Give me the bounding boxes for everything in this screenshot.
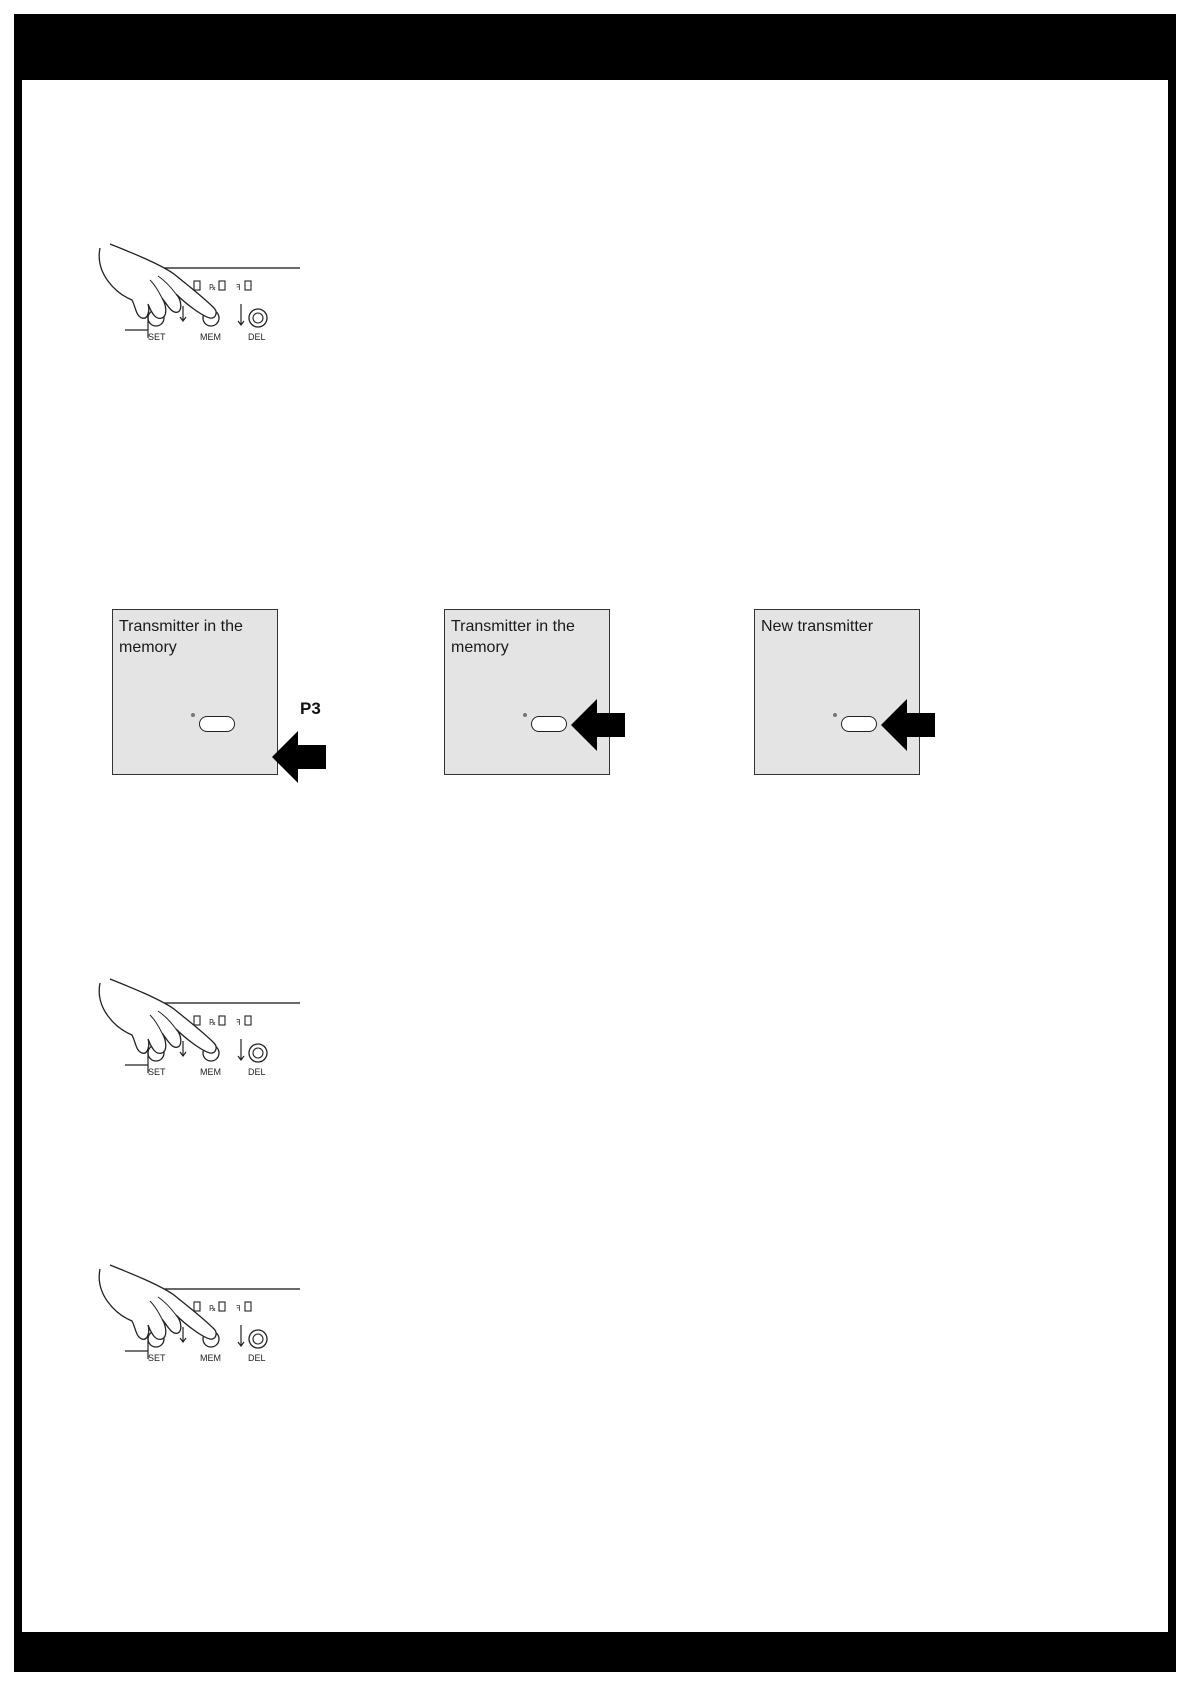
led-indicator-icon [523,713,527,717]
arrow-left-icon [272,731,326,783]
hand-pressing-button-icon [90,983,290,1103]
hand-press-mem-figure-3 [90,1269,290,1389]
transmitter-label: Transmitter in the memory [119,618,243,656]
transmitter-button-icon [841,716,877,732]
arrow-left-icon [881,699,935,751]
hand-pressing-button-icon [90,248,290,368]
arrow-left-icon [571,699,625,751]
transmitter-label: Transmitter in the memory [451,618,575,656]
hand-pressing-button-icon [90,1269,290,1389]
transmitter-button-icon [199,716,235,732]
transmitter-button-icon [531,716,567,732]
svg-text:℞: ℞ [209,1018,217,1027]
led-indicator-icon [833,713,837,717]
svg-text:ꟻ: ꟻ [236,1304,241,1313]
hand-press-mem-figure-2 [90,983,290,1103]
svg-text:℞: ℞ [209,1304,217,1313]
set-label: SET [148,1353,166,1363]
mem-label: MEM [200,332,221,342]
svg-text:ꟻ: ꟻ [236,1018,241,1027]
svg-text:℞: ℞ [209,283,217,292]
del-label: DEL [248,332,266,342]
mem-label: MEM [200,1353,221,1363]
mem-label: MEM [200,1067,221,1077]
del-label: DEL [248,1067,266,1077]
set-label: SET [148,332,166,342]
hand-press-mem-figure-1 [90,248,290,368]
p3-label: P3 [300,699,321,718]
svg-text:ꟻ: ꟻ [236,283,241,292]
led-indicator-icon [191,713,195,717]
transmitter-body [112,609,278,775]
del-label: DEL [248,1353,266,1363]
transmitter-label: New transmitter [761,618,874,635]
set-label: SET [148,1067,166,1077]
